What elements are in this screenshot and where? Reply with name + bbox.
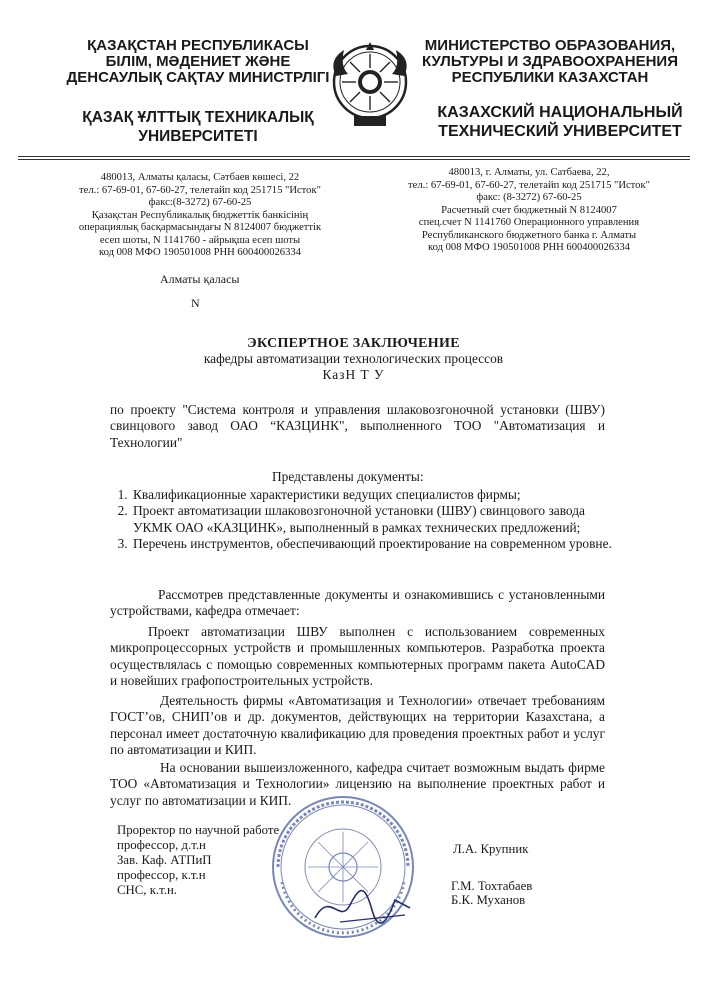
ministry-name-kz: ҚАЗАҚСТАН РЕСПУБЛИКАСЫ БІЛІМ, МӘДЕНИЕТ ЖӘНЕ ДЕНСАУЛЫҚ САҚТАУ МИНИСТРЛІГІ xyxy=(66,37,330,86)
address-block-ru: 480013, г. Алматы, ул. Сатбаева, 22, тел.: 67-69-01, 67-60-27, телетайп код 251715 "Исток" факс: (8-3272) 67-60-25 Расчетный счет бюджетный N 8124007 спец.счет N 1141760 Операционного управления Республиканского бюджетного банка г. Алматы код 008 МФО 190501008 РНН 600400026334 xyxy=(408,167,650,253)
document-number-label: N xyxy=(191,296,200,310)
document-subtitle: кафедры автоматизации технологических процессов xyxy=(203,351,504,366)
list-item: 2. Проект автоматизации шлаковозгоночной установки (ШВУ) свинцового завода УКМК ОАО «КАЗЦИНК», выполненный в рамках технических предложений; xyxy=(131,503,621,536)
list-item: 1. Квалификационные характеристики ведущих специалистов фирмы; xyxy=(131,487,621,503)
signatory-name: Г.М. Тохтабаев xyxy=(451,879,533,893)
list-item: 3. Перечень инструментов, обеспечивающий проектирование на современном уровне. xyxy=(131,536,621,552)
organization-abbr: КазН Т У xyxy=(322,367,385,382)
paragraph-project: Проект автоматизации ШВУ выполнен с использованием современных микропроцессорных устройств и промышленных компьютеров. Разработка проекта осуществлялась с помощью современных компьютерных программ пакета AutoCAD и новейших графопостроительных устройств. xyxy=(110,624,605,688)
handwritten-signature xyxy=(310,880,420,930)
signatory-name: Л.А. Крупник xyxy=(453,842,529,856)
header-rule-thin xyxy=(18,159,690,160)
university-name-kz: ҚАЗАҚ ҰЛТТЫҚ ТЕХНИКАЛЫҚ УНИВЕРСИТЕТІ xyxy=(82,109,314,145)
city-line: Алматы қаласы xyxy=(160,272,240,286)
header-rule xyxy=(18,156,690,157)
signatory-titles: Проректор по научной работе профессор, д.т.н Зав. Каф. АТПиП профессор, к.т.н СНС, к.т.н. xyxy=(117,823,280,897)
documents-list xyxy=(108,487,621,552)
paragraph-conclusion: На основании вышеизложенного, кафедра считает возможным выдать фирме ТОО «Автоматизация и Технологии» лицензию на выполнение проектных работ и услуг по автоматизации и КИП. xyxy=(110,760,605,808)
paragraph-considered: Рассмотрев представленные документы и ознакомившись с установленными устройствами, кафедра отмечает: xyxy=(110,587,605,619)
ministry-name-ru: МИНИСТЕРСТВО ОБРАЗОВАНИЯ, КУЛЬТУРЫ И ЗДРАВООХРАНЕНИЯ РЕСПУБЛИКИ КАЗАХСТАН xyxy=(422,37,678,86)
docs-heading: Представлены документы: xyxy=(272,469,424,484)
signatory-name: Б.К. Муханов xyxy=(451,893,526,907)
document-title: ЭКСПЕРТНОЕ ЗАКЛЮЧЕНИЕ xyxy=(247,336,460,351)
university-name-ru: КАЗАХСКИЙ НАЦИОНАЛЬНЫЙ ТЕХНИЧЕСКИЙ УНИВЕРСИТЕТ xyxy=(437,104,683,140)
paragraph-activity: Деятельность фирмы «Автоматизация и Технологии» отвечает требованиям ГОСТ’ов, СНИП’ов и др. документов, действующих на территории Казахстана, а персонал имеет достаточную квалификацию для проведения проектных работ и услуг по автоматизации и КИП. xyxy=(110,693,605,757)
intro-paragraph: по проекту "Система контроля и управления шлаковозгоночной установки (ШВУ) свинцового завод ОАО “КАЗЦИНК", выполненного ТОО "Автоматизация и Технологии" xyxy=(110,402,605,450)
address-block-kz: 480013, Алматы қаласы, Сәтбаев көшесі, 22 тел.: 67-69-01, 67-60-27, телетайп код 251715 "Исток" факс:(8-3272) 67-60-25 Қазақстан Республикалық бюджеттік банкісінің операциялық басқармасындағы N 8124007 бюджеттік есеп шоты, N 1141760 - айрықша есеп шоты код 008 МФО 190501008 РНН 600400026334 xyxy=(78,172,322,258)
